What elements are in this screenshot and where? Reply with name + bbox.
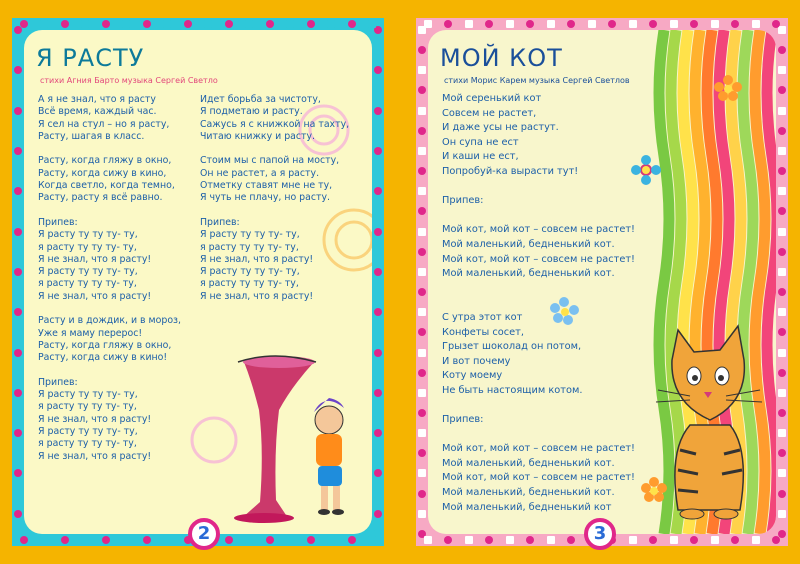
border-dot <box>14 389 22 397</box>
border-dot <box>778 268 786 276</box>
border-dot <box>163 20 171 28</box>
lyrics-column-2: Идет борьба за чистоту, Я подметаю и расту. Сажусь я с книжкой на тахту, Читаю книжку и расту. Стоим мы с папой на мосту, Он не растет, а я расту. Отметку ставят мне не ту, Я чуть не плачу, но расту. Припев: Я расту ту ту ту- ту, я расту ту ту ту- ту, Я не знал, что я расту! Я расту ту ту ту- ту, я расту ту ту ту- ту, Я не знал, что я расту! <box>200 94 350 302</box>
border-dot <box>424 536 432 544</box>
border-dot <box>374 107 382 115</box>
border-dot <box>629 20 637 28</box>
border-dot <box>778 86 786 94</box>
border-dot <box>778 409 786 417</box>
border-dot <box>778 510 786 518</box>
border-dot <box>444 20 452 28</box>
border-dot <box>327 20 335 28</box>
border-dot <box>14 66 22 74</box>
border-dot <box>374 288 382 296</box>
border-dot <box>14 147 22 155</box>
border-dot <box>418 369 426 377</box>
border-dot <box>14 328 22 336</box>
border-dot <box>778 469 786 477</box>
border-dot <box>368 536 376 544</box>
border-dot <box>690 536 698 544</box>
border-dot <box>374 349 382 357</box>
left-dot-border-top <box>20 20 376 28</box>
border-dot <box>711 536 719 544</box>
song-credits: стихи Морис Карем музыка Сергей Светлов <box>444 76 630 85</box>
border-dot <box>649 536 657 544</box>
border-dot <box>778 207 786 215</box>
border-dot <box>588 20 596 28</box>
border-dot <box>418 107 426 115</box>
border-dot <box>778 449 786 457</box>
border-dot <box>465 20 473 28</box>
border-dot <box>670 20 678 28</box>
right-dot-border-left <box>418 26 426 538</box>
border-dot <box>368 20 376 28</box>
flower-icon <box>631 155 661 185</box>
border-dot <box>61 20 69 28</box>
border-dot <box>14 449 22 457</box>
border-dot <box>778 429 786 437</box>
border-dot <box>418 349 426 357</box>
border-dot <box>418 389 426 397</box>
border-dot <box>526 536 534 544</box>
left-page <box>12 18 384 546</box>
lyrics-text: Мой серенький кот Совсем не растет, И даже усы не растут. Он супа не ест И каши не ест, Попробуй-ка вырасти тут! Припев: Мой кот, мой кот – совсем не растет! Мой маленький, бедненький кот. Мой кот, мой кот – совсем не растет! Мой маленький, бедненький кот. С утра этот кот Конфеты сосет, Грызет шоколад он потом, И вот почему Коту моему Не быть настоящим котом. Припев: Мой кот, мой кот – совсем не растет! Мой маленький, бедненький кот. Мой кот, мой кот – совсем не растет! Мой маленький, бедненький кот. Мой маленький, бедненький кот <box>442 93 635 513</box>
border-dot <box>418 66 426 74</box>
song-credits: стихи Агния Барто музыка Сергей Светло <box>40 76 218 85</box>
border-dot <box>286 20 294 28</box>
border-dot <box>374 328 382 336</box>
border-dot <box>245 536 253 544</box>
border-dot <box>424 20 432 28</box>
border-dot <box>374 86 382 94</box>
border-dot <box>778 127 786 135</box>
border-dot <box>778 288 786 296</box>
border-dot <box>143 20 151 28</box>
border-dot <box>14 167 22 175</box>
border-dot <box>418 187 426 195</box>
glass-illustration <box>234 356 316 523</box>
border-dot <box>225 536 233 544</box>
border-dot <box>81 20 89 28</box>
boy-illustration <box>314 398 344 515</box>
border-dot <box>778 308 786 316</box>
border-dot <box>567 536 575 544</box>
border-dot <box>778 66 786 74</box>
border-dot <box>752 536 760 544</box>
border-dot <box>629 536 637 544</box>
border-dot <box>778 228 786 236</box>
border-dot <box>122 20 130 28</box>
cat-illustration <box>656 326 762 519</box>
border-dot <box>14 409 22 417</box>
left-dot-border-right <box>374 26 382 538</box>
border-dot <box>418 248 426 256</box>
border-dot <box>418 268 426 276</box>
border-dot <box>418 308 426 316</box>
border-dot <box>374 490 382 498</box>
border-dot <box>61 536 69 544</box>
border-dot <box>81 536 89 544</box>
border-dot <box>418 449 426 457</box>
border-dot <box>14 429 22 437</box>
border-dot <box>374 308 382 316</box>
border-dot <box>14 288 22 296</box>
border-dot <box>711 20 719 28</box>
border-dot <box>374 449 382 457</box>
border-dot <box>752 20 760 28</box>
border-dot <box>778 389 786 397</box>
border-dot <box>14 127 22 135</box>
border-dot <box>778 187 786 195</box>
right-dot-border-top <box>424 20 780 28</box>
border-dot <box>374 147 382 155</box>
border-dot <box>20 20 28 28</box>
border-dot <box>778 248 786 256</box>
border-dot <box>506 536 514 544</box>
border-dot <box>163 536 171 544</box>
border-dot <box>526 20 534 28</box>
border-dot <box>778 46 786 54</box>
border-dot <box>567 20 575 28</box>
border-dot <box>547 20 555 28</box>
border-dot <box>778 490 786 498</box>
border-dot <box>731 536 739 544</box>
border-dot <box>204 20 212 28</box>
border-dot <box>374 207 382 215</box>
border-dot <box>418 490 426 498</box>
border-dot <box>772 536 780 544</box>
border-dot <box>184 20 192 28</box>
border-dot <box>348 536 356 544</box>
border-dot <box>122 536 130 544</box>
border-dot <box>418 469 426 477</box>
border-dot <box>418 429 426 437</box>
border-dot <box>14 349 22 357</box>
border-dot <box>547 536 555 544</box>
border-dot <box>374 167 382 175</box>
page-number: 2 <box>188 518 220 550</box>
song-title: МОЙ КОТ <box>440 44 563 72</box>
border-dot <box>418 207 426 215</box>
border-dot <box>14 248 22 256</box>
page-number: 3 <box>584 518 616 550</box>
border-dot <box>102 536 110 544</box>
border-dot <box>20 536 28 544</box>
border-dot <box>418 127 426 135</box>
border-dot <box>40 20 48 28</box>
border-dot <box>778 349 786 357</box>
border-dot <box>225 20 233 28</box>
border-dot <box>418 86 426 94</box>
border-dot <box>143 536 151 544</box>
border-dot <box>374 469 382 477</box>
border-dot <box>14 46 22 54</box>
border-dot <box>374 369 382 377</box>
border-dot <box>418 288 426 296</box>
border-dot <box>14 490 22 498</box>
left-dot-border-left <box>14 26 22 538</box>
border-dot <box>374 268 382 276</box>
right-page <box>416 18 788 546</box>
border-dot <box>374 46 382 54</box>
border-dot <box>374 127 382 135</box>
border-dot <box>266 20 274 28</box>
border-dot <box>40 536 48 544</box>
border-dot <box>102 20 110 28</box>
border-dot <box>670 536 678 544</box>
border-dot <box>286 536 294 544</box>
border-dot <box>778 167 786 175</box>
border-dot <box>465 536 473 544</box>
border-dot <box>485 536 493 544</box>
border-dot <box>374 409 382 417</box>
border-dot <box>506 20 514 28</box>
right-dot-border-right <box>778 26 786 538</box>
border-dot <box>418 409 426 417</box>
border-dot <box>14 469 22 477</box>
border-dot <box>14 86 22 94</box>
border-dot <box>649 20 657 28</box>
border-dot <box>14 510 22 518</box>
border-dot <box>772 20 780 28</box>
border-dot <box>418 328 426 336</box>
border-dot <box>14 228 22 236</box>
lyrics-column-1: А я не знал, что я расту Всё время, каждый час. Я сел на стул – но я расту, Расту, шагая в класс. Расту, когда гляжу в окно, Расту, когда сижу в кино, Когда светло, когда темно, Расту, расту я всё равно. Припев: Я расту ту ту ту- ту, я расту ту ту ту- ту, Я не знал, что я расту! Я расту ту ту ту- ту, я расту ту ту ту- ту, Я не знал, что я расту! Расту и в дождик, и в мороз, Уже я маму перерос! Расту, когда гляжу в окно, Расту, когда сижу в кино! Припев: Я расту ту ту ту- ту, я расту ту ту ту- ту, Я не знал, что я расту! Я расту ту ту ту- ту, я расту ту ту ту- ту, Я не знал, что я расту! <box>38 94 182 462</box>
border-dot <box>14 187 22 195</box>
song-title: Я РАСТУ <box>36 44 145 72</box>
border-dot <box>485 20 493 28</box>
border-dot <box>778 107 786 115</box>
border-dot <box>327 536 335 544</box>
border-dot <box>778 147 786 155</box>
border-dot <box>690 20 698 28</box>
border-dot <box>608 20 616 28</box>
border-dot <box>731 20 739 28</box>
right-content-panel <box>428 30 776 534</box>
flower-icon <box>641 477 667 502</box>
border-dot <box>14 207 22 215</box>
border-dot <box>778 328 786 336</box>
border-dot <box>374 510 382 518</box>
border-dot <box>14 268 22 276</box>
border-dot <box>418 228 426 236</box>
border-dot <box>14 107 22 115</box>
border-dot <box>14 308 22 316</box>
border-dot <box>245 20 253 28</box>
border-dot <box>348 20 356 28</box>
flower-icon <box>714 75 742 101</box>
border-dot <box>307 536 315 544</box>
border-dot <box>374 228 382 236</box>
border-dot <box>444 536 452 544</box>
border-dot <box>374 187 382 195</box>
border-dot <box>418 167 426 175</box>
border-dot <box>374 248 382 256</box>
border-dot <box>418 510 426 518</box>
border-dot <box>418 46 426 54</box>
border-dot <box>14 369 22 377</box>
left-content-panel <box>24 30 372 534</box>
border-dot <box>778 369 786 377</box>
border-dot <box>374 429 382 437</box>
border-dot <box>418 147 426 155</box>
border-dot <box>266 536 274 544</box>
border-dot <box>307 20 315 28</box>
border-dot <box>374 66 382 74</box>
border-dot <box>374 389 382 397</box>
